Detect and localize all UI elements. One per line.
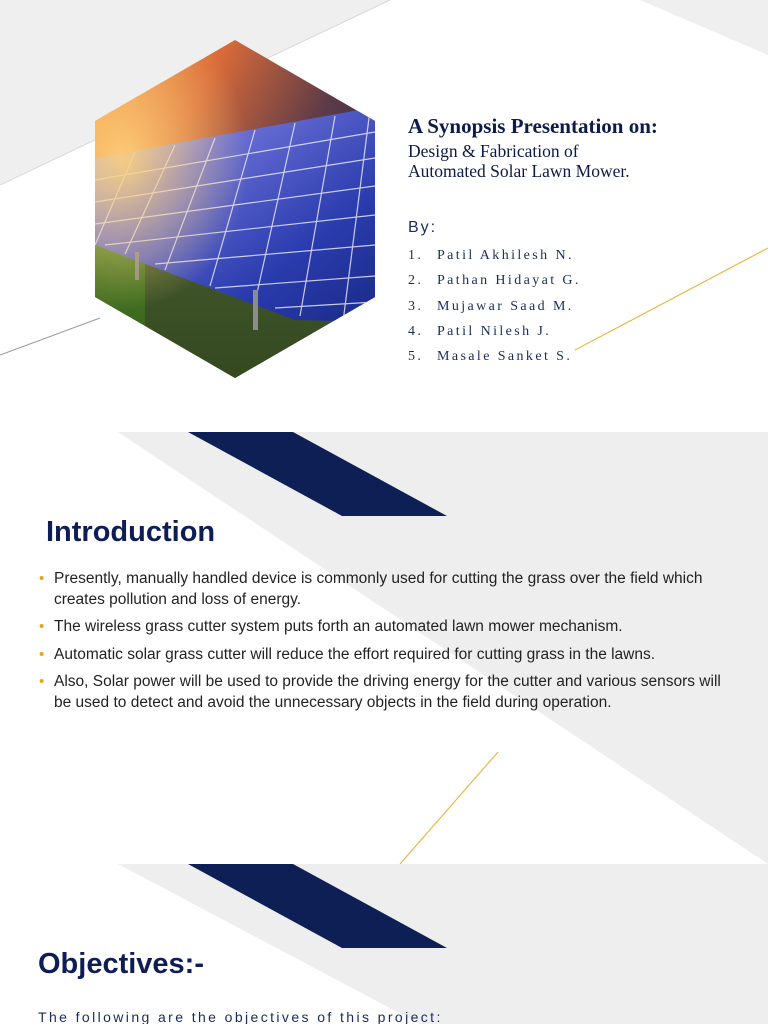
bullet-item (37, 569, 727, 610)
bullet-item (37, 672, 727, 713)
author-item (408, 322, 581, 347)
objectives-title: Objectives:- (38, 948, 204, 980)
author-number: 1. (408, 248, 424, 263)
author-item (408, 271, 581, 296)
solar-panel-hexagon-image (95, 40, 375, 378)
author-name: Mujawar Saad M. (437, 298, 574, 314)
author-number: 2. (408, 273, 424, 289)
bullet-dot-icon: • (39, 570, 45, 587)
title-slide (0, 0, 768, 432)
introduction-title: Introduction (46, 516, 216, 548)
author-number: 4. (408, 323, 424, 339)
bullet-item (37, 617, 727, 638)
introduction-bullets (37, 569, 727, 720)
by-label: By: (408, 219, 438, 236)
author-item (408, 347, 581, 372)
author-number: 5. (408, 349, 424, 365)
bullet-item (37, 645, 727, 666)
presentation-title: A Synopsis Presentation on: (408, 114, 658, 138)
bullet-text: The wireless grass cutter system puts forth an automated lawn mower mechanism. (54, 618, 623, 635)
author-name: Patil Akhilesh N. (437, 248, 574, 263)
bullet-text: Also, Solar power will be used to provide the driving energy for the cutter and various sensors will be used to detect and avoid the unnecessary objects in the field during operation. (54, 673, 721, 711)
author-name: Patil Nilesh J. (437, 323, 552, 339)
subtitle-line-2: Automated Solar Lawn Mower. (408, 161, 630, 181)
bullet-dot-icon: • (39, 618, 45, 635)
subtitle-line-1: Design & Fabrication of (408, 141, 579, 161)
authors-list (408, 246, 581, 372)
objectives-slide (0, 864, 768, 1024)
bullet-dot-icon: • (39, 645, 45, 663)
author-name: Masale Sanket S. (437, 349, 573, 365)
bullet-text: Automatic solar grass cutter will reduce the effort required for cutting grass in the lawns. (54, 645, 656, 663)
author-item (408, 246, 581, 271)
title-block (408, 114, 748, 181)
objectives-slide-background (0, 864, 768, 1024)
bullet-text: Presently, manually handled device is commonly used for cutting the grass over the field which creates pollution and loss of energy. (54, 570, 703, 608)
objectives-intro: The following are the objectives of this project: (38, 1009, 443, 1024)
introduction-slide (0, 432, 768, 864)
author-number: 3. (408, 298, 424, 314)
bullet-dot-icon: • (39, 673, 45, 690)
author-name: Pathan Hidayat G. (437, 273, 581, 289)
author-item (408, 297, 581, 322)
